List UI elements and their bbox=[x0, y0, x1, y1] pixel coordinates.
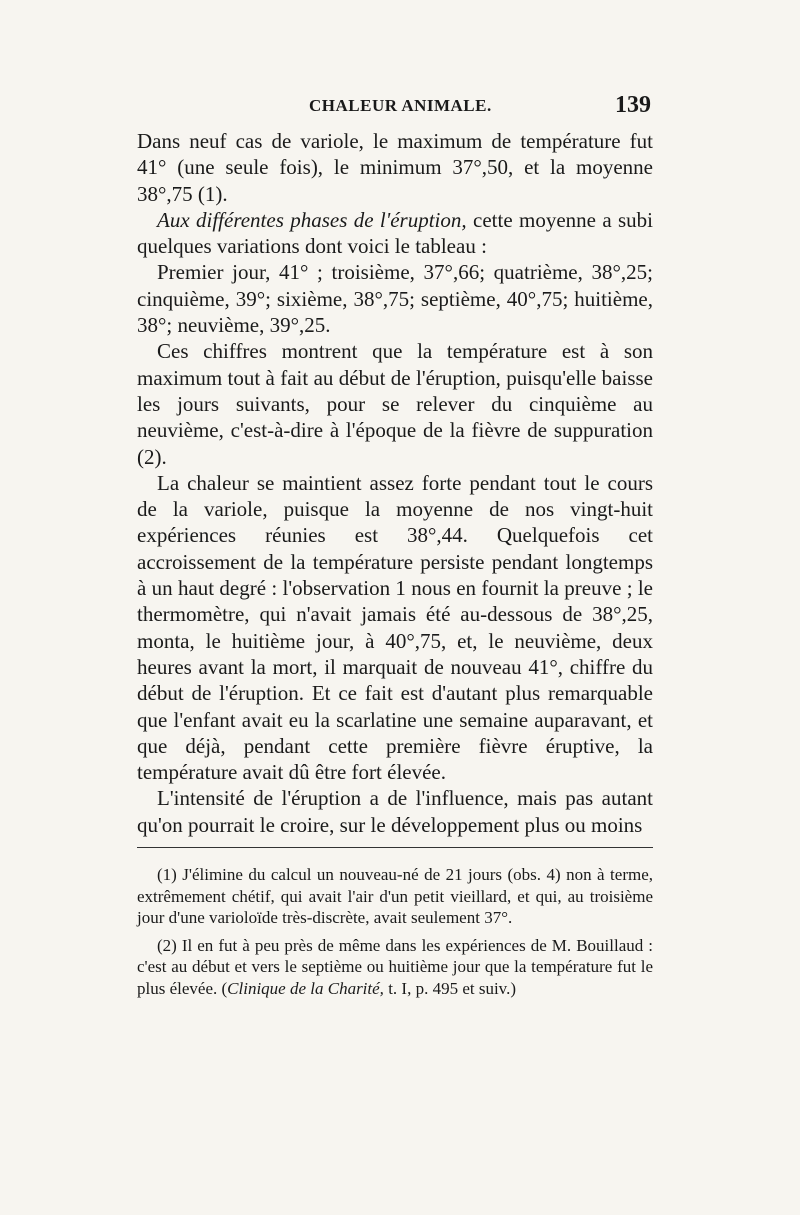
paragraph-5 bbox=[137, 470, 653, 786]
paragraph-3-text: Premier jour, 41° ; troisième, 37°,66; quatrième, 38°,25; cinquième, 39°; sixième, 38°,75; septième, 40°,75; huitième, 38°; neuvième, 39°,25. bbox=[137, 260, 653, 338]
page-number: 139 bbox=[615, 92, 651, 118]
running-head: CHALEUR ANIMALE. bbox=[309, 96, 492, 115]
paragraph-1 bbox=[137, 128, 653, 207]
paragraph-3 bbox=[137, 259, 653, 338]
footnote-1 bbox=[137, 864, 653, 929]
paragraph-5-text: La chaleur se maintient assez forte pendant tout le cours de la variole, puisque la moyenne de nos vingt-huit expériences réunies est 38°,44. Quelquefois cet accroissement de la température persiste pendant longtemps à un haut degré : l'observation 1 nous en fournit la preuve ; le thermomètre, qui n'avait jamais été au-dessous de 38°,25, monta, le huitième jour, à 40°,75, et, le neuvième, deux heures avant la mort, il marquait de nouveau 41°, chiffre du début de l'éruption. Et ce fait est d'autant plus remarquable que l'enfant avait eu la scarlatine une semaine auparavant, et que déjà, pendant cette première fièvre éruptive, la température avait dû être fort élevée. bbox=[137, 470, 653, 785]
paragraph-6 bbox=[137, 785, 653, 838]
footnotes bbox=[137, 864, 653, 1006]
paragraph-2-text: cette moyenne a subi quelques variations dont voici le tableau : bbox=[137, 207, 653, 259]
footnote-divider bbox=[137, 847, 653, 848]
paragraph-2 bbox=[137, 207, 653, 260]
footnote-2-text-after: t. I, p. 495 et suiv.) bbox=[383, 978, 516, 998]
footnote-2-text-before: (2) Il en fut à peu près de même dans les expériences de M. Bouillaud : c'est au début et vers le septième ou huitième jour que la température fut le plus élevée. ( bbox=[137, 935, 653, 998]
paragraph-4-text: Ces chiffres montrent que la température est à son maximum tout à fait au début de l'éruption, puisqu'elle baisse les jours suivants, pour se relever du cinquième au neuvième, c'est-à-dire à l'époque de la fièvre de suppuration (2). bbox=[137, 339, 653, 469]
footnote-1-text: (1) J'élimine du calcul un nouveau-né de 21 jours (obs. 4) non à terme, extrêmement chétif, qui avait l'air d'un petit vieillard, et qui, au troisième jour d'une varioloïde très-discrète, avait seulement 37°. bbox=[137, 865, 653, 928]
footnote-2-citation: Clinique de la Charité, bbox=[227, 978, 384, 998]
paragraph-1-text: Dans neuf cas de variole, le maximum de température fut 41° (une seule fois), le minimum 37°,50, et la moyenne 38°,75 (1). bbox=[137, 129, 653, 206]
main-text bbox=[137, 128, 653, 838]
paragraph-2-italic: Aux différentes phases de l'éruption, bbox=[157, 207, 467, 232]
paragraph-6-text: L'intensité de l'éruption a de l'influence, mais pas autant qu'on pourrait le croire, sur le développement plus ou moins bbox=[137, 786, 653, 837]
footnote-2 bbox=[137, 935, 653, 1000]
paragraph-4 bbox=[137, 338, 653, 469]
page-header bbox=[137, 92, 653, 124]
